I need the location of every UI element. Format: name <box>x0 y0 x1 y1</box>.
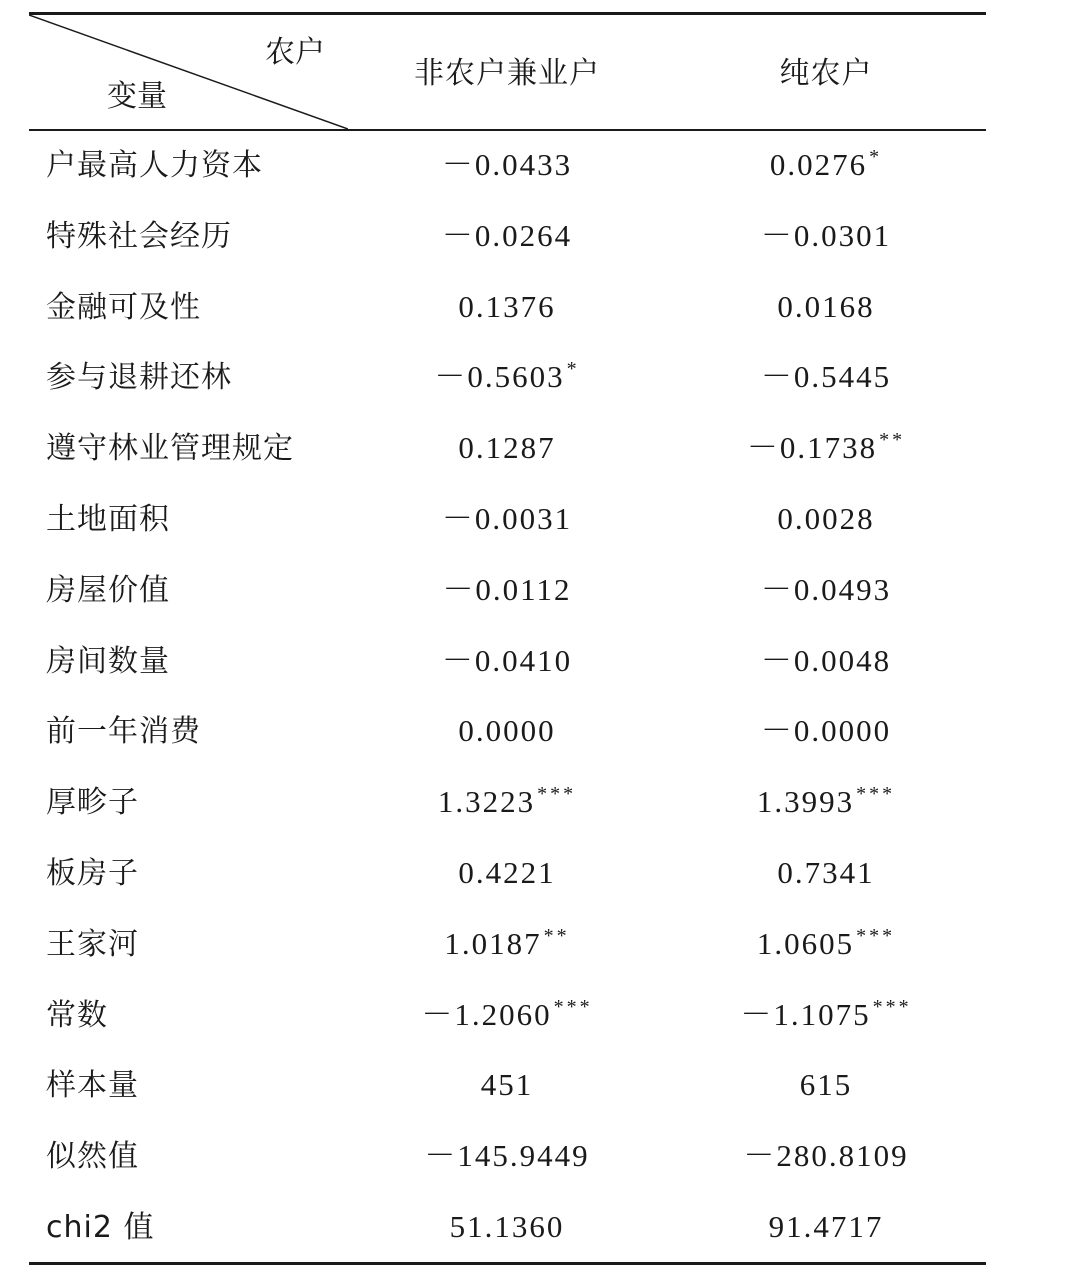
value-nonfarm-parttime <box>348 855 666 891</box>
coefficient-value: 0.7341 <box>777 854 875 890</box>
table-row <box>29 343 986 414</box>
row-label: 房屋价值 <box>46 572 170 608</box>
coefficient-value: －0.0000 <box>760 713 892 749</box>
diag-row-label: 变量 <box>107 79 167 114</box>
value-nonfarm-parttime <box>348 572 666 608</box>
row-label: 遵守林业管理规定 <box>46 431 294 467</box>
significance-stars: *** <box>856 783 896 806</box>
table-row <box>29 414 986 485</box>
coefficient-value: －0.5445 <box>760 359 892 395</box>
coefficient-value: 0.0000 <box>458 713 556 749</box>
table-header <box>29 15 986 129</box>
significance-stars: *** <box>872 995 912 1018</box>
coefficient-value: －0.0112 <box>442 571 572 607</box>
coefficient-value: －0.0264 <box>441 217 573 253</box>
value-pure-farm <box>666 855 986 891</box>
value-nonfarm-parttime <box>348 359 666 399</box>
row-label: 似然值 <box>46 1139 139 1175</box>
value-pure-farm <box>666 1138 986 1174</box>
diag-column-label: 农户 <box>265 35 325 70</box>
coefficient-value: 1.0187 <box>444 925 542 961</box>
coefficient-value: 1.3223 <box>437 784 536 820</box>
value-pure-farm <box>666 289 986 325</box>
regression-table <box>29 12 986 1265</box>
significance-stars: * <box>869 146 883 168</box>
significance-stars: *** <box>537 783 577 806</box>
coefficient-value: －0.1738 <box>746 430 878 466</box>
coefficient-value: 451 <box>480 1067 534 1103</box>
coefficient-value: 1.0605 <box>756 925 855 961</box>
coefficient-value: －145.9449 <box>424 1138 590 1174</box>
coefficient-value: －280.8109 <box>743 1138 909 1174</box>
value-pure-farm <box>666 1209 986 1245</box>
table-row <box>29 768 986 839</box>
table-row <box>29 981 986 1052</box>
row-label: 厚畛子 <box>46 785 139 821</box>
table-row <box>29 1193 986 1264</box>
value-pure-farm <box>666 572 986 608</box>
column-header-pure-farm: 纯农户 <box>779 56 873 91</box>
significance-stars: * <box>566 358 580 381</box>
coefficient-value: 0.0028 <box>777 500 875 536</box>
value-nonfarm-parttime <box>348 926 666 966</box>
table-body <box>29 131 986 1264</box>
value-nonfarm-parttime <box>348 1209 666 1245</box>
value-pure-farm <box>666 713 986 749</box>
value-pure-farm <box>666 784 986 824</box>
value-pure-farm <box>666 430 986 470</box>
value-nonfarm-parttime <box>348 289 666 325</box>
value-pure-farm <box>666 359 986 395</box>
coefficient-value: 0.0168 <box>777 288 875 324</box>
value-nonfarm-parttime <box>348 430 666 466</box>
coefficient-value: 0.4221 <box>458 854 556 890</box>
row-label: 王家河 <box>46 926 139 962</box>
value-pure-farm <box>666 1067 986 1103</box>
value-nonfarm-parttime <box>348 501 666 537</box>
table-row <box>29 131 986 202</box>
value-nonfarm-parttime <box>348 997 666 1037</box>
value-pure-farm <box>666 218 986 254</box>
row-label: 房间数量 <box>46 643 170 679</box>
table-row <box>29 273 986 344</box>
table-row <box>29 202 986 273</box>
table-row <box>29 556 986 627</box>
bottom-rule <box>29 1262 986 1265</box>
coefficient-value: －0.5603 <box>434 359 565 395</box>
value-nonfarm-parttime <box>348 1067 666 1103</box>
row-label: 户最高人力资本 <box>46 148 263 183</box>
value-nonfarm-parttime <box>348 643 666 679</box>
row-label: 常数 <box>46 997 108 1033</box>
coefficient-value: 615 <box>799 1067 853 1103</box>
column-header-nonfarm-parttime: 非农户兼业户 <box>414 56 600 91</box>
coefficient-value: －0.0493 <box>760 571 892 607</box>
row-label: 前一年消费 <box>46 714 201 750</box>
significance-stars: *** <box>553 995 593 1018</box>
table-row <box>29 1051 986 1122</box>
row-label: 参与退耕还林 <box>46 360 232 396</box>
coefficient-value: －0.0433 <box>441 147 573 182</box>
significance-stars: *** <box>856 924 896 947</box>
table-row <box>29 839 986 910</box>
value-pure-farm <box>666 997 986 1037</box>
coefficient-value: 0.0276 <box>769 147 868 182</box>
value-pure-farm <box>666 501 986 537</box>
coefficient-value: －0.0048 <box>760 642 892 678</box>
row-label: 特殊社会经历 <box>46 218 232 254</box>
table-row <box>29 1122 986 1193</box>
coefficient-value: 0.1376 <box>458 288 556 324</box>
row-label: chi2 值 <box>46 1209 155 1245</box>
row-label: 板房子 <box>46 855 139 891</box>
value-pure-farm <box>666 147 986 187</box>
coefficient-value: 1.3993 <box>756 784 855 820</box>
row-label: 土地面积 <box>46 501 170 537</box>
coefficient-value: －0.0031 <box>441 500 573 536</box>
value-nonfarm-parttime <box>348 218 666 254</box>
coefficient-value: 91.4717 <box>768 1208 884 1244</box>
coefficient-value: －0.0410 <box>441 642 573 678</box>
coefficient-value: 51.1360 <box>449 1208 565 1244</box>
table-row <box>29 485 986 556</box>
value-nonfarm-parttime <box>348 1138 666 1174</box>
significance-stars: ** <box>543 924 570 947</box>
row-label: 样本量 <box>46 1068 139 1104</box>
significance-stars: ** <box>879 429 906 452</box>
row-label: 金融可及性 <box>46 289 201 325</box>
value-nonfarm-parttime <box>348 713 666 749</box>
value-nonfarm-parttime <box>348 147 666 183</box>
coefficient-value: －1.2060 <box>421 996 552 1032</box>
table-row <box>29 627 986 698</box>
table-row <box>29 910 986 981</box>
coefficient-value: 0.1287 <box>458 430 556 466</box>
value-nonfarm-parttime <box>348 784 666 824</box>
coefficient-value: －0.0301 <box>760 217 892 253</box>
diagonal-header-cell <box>29 15 348 129</box>
value-pure-farm <box>666 643 986 679</box>
diagonal-line <box>29 15 348 129</box>
table-row <box>29 697 986 768</box>
value-pure-farm <box>666 926 986 966</box>
coefficient-value: －1.1075 <box>740 996 871 1032</box>
